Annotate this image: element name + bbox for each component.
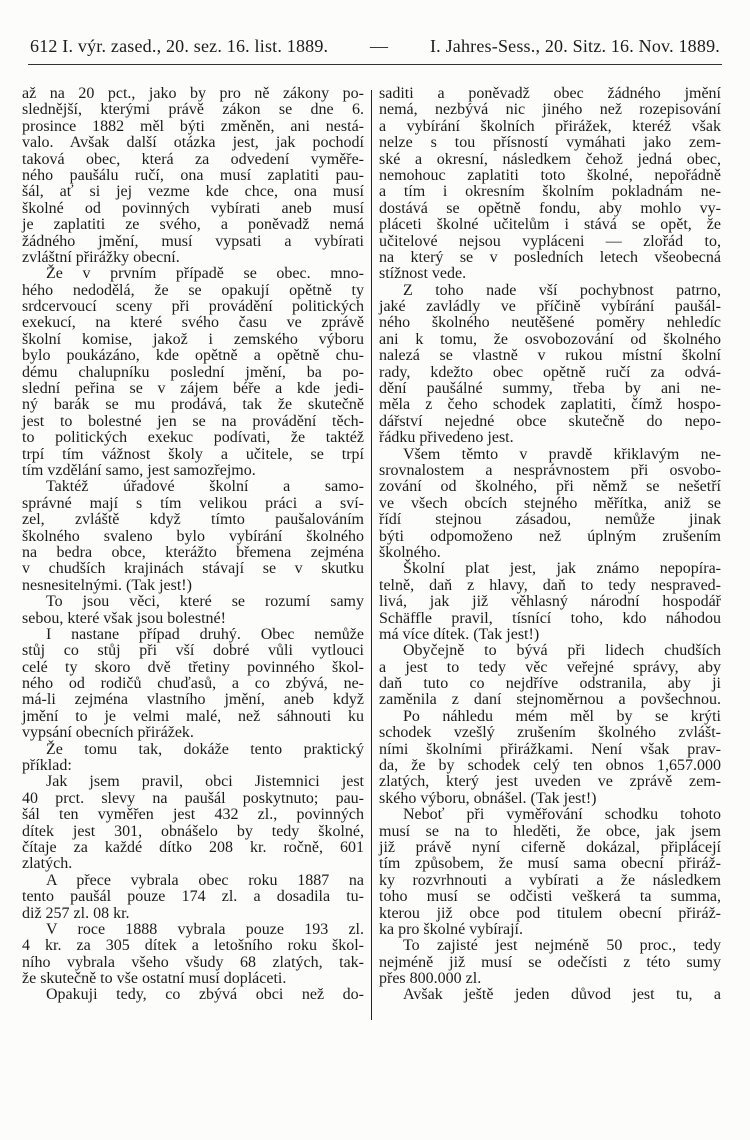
text-line: šál, ať si jej vezme kde chce, ona musí <box>22 183 364 201</box>
text-line: učitelové nejsou vypláceni — zlořád to, <box>379 232 721 250</box>
text-line: stůj co stůj při vší dobré vůli vytlouci <box>22 642 364 660</box>
text-line: jaké zavládly ve příčině vybírání paušál- <box>379 298 721 316</box>
text-line: dému chalupníku poslední jmění, ba po- <box>22 363 364 381</box>
text-line: A přece vybrala obec roku 1887 na <box>46 871 364 889</box>
text-line: jest to bolestné jen se na provádění těch- <box>22 412 364 430</box>
header-czech: 612 I. výr. zased., 20. sez. 16. list. 1889. <box>30 36 329 56</box>
text-line: má více dítek. (Tak jest!) <box>379 625 540 643</box>
text-line: na který se v posledních letech všeobecná <box>379 248 721 266</box>
text-line: a tím i okresním školním pokladnám ne- <box>379 183 721 201</box>
text-line: da, že by schodek celý ten obnos 1,657.000 <box>379 757 721 775</box>
text-line: vypsání obecních přirážek. <box>22 724 194 742</box>
text-line: tím vzdělání samo, jest samozřejmo. <box>22 461 256 479</box>
text-line: slednější, kterými právě zákon se dne 6. <box>22 101 364 119</box>
text-line: dářství nejedné obce skutečně do nepo- <box>379 412 721 430</box>
text-line: valo. Avšak další otázka jest, jak pochodí <box>22 134 364 152</box>
text-line: kterou již obce pod titulem obecní přiráž- <box>379 904 721 922</box>
text-line: exekucí, na které svého času ve zprávě <box>22 314 364 332</box>
text-line: 4 kr. za 305 dítek a letošního roku škol- <box>22 937 364 955</box>
text-line: Taktéž úřadové školní a samo- <box>46 478 364 496</box>
text-line: Školní plat jest, jak známo nepopíra- <box>403 560 721 578</box>
text-line: školného svaleno bylo vybírání školného <box>22 527 364 545</box>
text-line: zlatých. <box>22 855 73 873</box>
text-line: livá, jak již věhlasný národní hospodář <box>379 593 721 611</box>
text-line: srdcervoucí sceny při provádění politických <box>22 298 364 316</box>
text-line: zování od školného, při němž se nešetří <box>379 478 721 496</box>
text-line: školné od povinných vybírati aneb musí <box>22 199 364 217</box>
text-line: ani k tomu, že osvobozování od školného <box>379 330 721 348</box>
header-german: I. Jahres-Sess., 20. Sitz. 16. Nov. 1889. <box>429 36 720 56</box>
text-line: ního vybrala všeho všudy 68 zlatých, tak- <box>22 953 364 971</box>
text-line: až na 20 pct., jako by pro ně zákony po- <box>22 85 364 102</box>
text-line: zel, zvláště když tímto paušalováním <box>22 511 364 529</box>
text-line: sebou, které však jsou bolestné! <box>22 609 226 627</box>
text-line: čítaje za každé dítko 208 kr. ročně, 601 <box>22 838 364 856</box>
text-line: zaměnila z daní stejnoměrnou a povšechnou. <box>379 691 721 709</box>
text-line: bylo poukázáno, kde opětně a opětně chu- <box>22 347 364 365</box>
header-rule <box>28 64 722 65</box>
text-line: řádku přivedeno jest. <box>379 429 514 447</box>
text-line: pláceti školné učitelům i stává se opět, že <box>379 216 721 234</box>
text-line: tento paušál pouze 174 zl. a dosadila tu- <box>22 888 364 906</box>
right-column <box>379 86 721 1004</box>
text-line: taková obec, která za odvedení vyměře- <box>22 150 364 168</box>
text-line: ské a okresní, následkem čehož jedná obec, <box>379 150 721 168</box>
text-line: přes 800.000 zl. <box>379 970 482 988</box>
text-line: řídí stejnou zásadou, nemůže jinak <box>379 511 721 529</box>
running-header <box>30 36 720 57</box>
text-line: dění paušálné summy, třeba by ani ne- <box>379 380 721 398</box>
text-line: školného. <box>379 543 441 561</box>
text-line: daň tuto co nejdříve odstranila, aby ji <box>379 675 721 693</box>
text-line: I nastane případ druhý. Obec nemůže <box>46 625 364 643</box>
text-line: diž 257 zl. 08 kr. <box>22 904 130 922</box>
text-line: měla z čeho schodek zaplatiti, čímž hospo- <box>379 396 721 414</box>
text-line: To jsou věci, které se rozumí samy <box>46 593 364 611</box>
text-line: školní komise, jakož i zemského výboru <box>22 330 364 348</box>
text-line: šál ten vyměřen jest 432 zl., povinných <box>22 806 364 824</box>
text-line: To zajisté jest nejméně 50 proc., tedy <box>403 937 721 955</box>
text-line: tím způsobem, že musí sama obecní přiráž- <box>379 855 721 873</box>
text-line: že skutečně to vše ostatní musí dopláceti. <box>22 970 287 988</box>
text-line: Opakuji tedy, co zbývá obci než do- <box>46 986 364 1004</box>
text-line: nalezá se vlastně v rukou místní školní <box>379 347 721 365</box>
text-line: stížnost vede. <box>379 265 467 283</box>
text-line: žádného jmění, musí vypsati a vybírati <box>22 232 364 250</box>
text-line: slední peřina se v zájem béře a kde jedi- <box>22 380 364 398</box>
text-line: 40 prct. slevy na paušál poskytnuto; pau- <box>22 789 364 807</box>
text-line: Že v prvním případě se obec. mno- <box>46 265 364 283</box>
text-line: Neboť při vyměřování schodku tohoto <box>403 806 721 824</box>
text-line: ný barák se mu prodává, tak že skutečně <box>22 396 364 414</box>
text-line: Avšak ještě jeden důvod jest tu, a <box>403 986 721 1004</box>
text-line: dítek jest 301, obnášelo by tedy školné, <box>22 822 364 840</box>
text-line: ného od rodičů chuďasů, a co zbývá, ne- <box>22 675 364 693</box>
text-line: ními školními přirážkami. Není však prav- <box>379 740 721 758</box>
text-line: je zaplatiti ze svého, a poněvadž nemá <box>22 216 364 234</box>
text-line: rady, kdežto obec opětně ručí za odvá- <box>379 363 721 381</box>
text-line: musí se na to hleděti, že obce, jak jsem <box>379 822 721 840</box>
text-line: ve všech obcích stejného měřítka, aniž se <box>379 494 721 512</box>
text-line: a vybírání školních přirážek, kteréž však <box>379 117 721 135</box>
text-line: na bedra obce, kterážto břemena zejména <box>22 543 364 561</box>
text-line: Z toho nade vší pochybnost patrno, <box>403 281 721 299</box>
text-line: správné mají s tím velikou práci a sví- <box>22 494 364 512</box>
text-line: ského výboru, obnášel. (Tak jest!) <box>379 789 597 807</box>
text-line: příklad: <box>22 757 72 775</box>
text-line: schodek vzešlý zrušením školného zvlášt- <box>379 724 721 742</box>
text-line: Jak jsem pravil, obci Jistemnici jest <box>46 773 364 791</box>
text-line: nelze s tou přísností vymáhati jako zem- <box>379 134 721 152</box>
text-line: dostává se opětně fondu, aby mohlo vy- <box>379 199 721 217</box>
left-column <box>22 86 364 1004</box>
text-line: srovnalostem a nesprávnostem při osvobo- <box>379 461 721 479</box>
text-line: Všem těmto v pravdě křiklavým ne- <box>403 445 721 463</box>
text-line: celé ty skoro dvě třetiny povinného škol- <box>22 658 364 676</box>
text-line: má-li zejména vlastního jmění, aneb když <box>22 691 364 709</box>
text-line: jmění to je velmi malé, než sáhnouti ku <box>22 707 364 725</box>
text-line: prosince 1882 měl býti změněn, ani nestá- <box>22 117 364 135</box>
text-line: zvláštní přirážky obecní. <box>22 248 180 266</box>
header-dash: — <box>370 36 389 56</box>
text-line: již právě nyní ciferně dokázal, připlácejí <box>379 838 721 856</box>
text-line: Obyčejně to bývá při lidech chudších <box>403 642 721 660</box>
text-line: nesnesitelnými. (Tak jest!) <box>22 576 192 594</box>
text-line: V roce 1888 vybrala pouze 193 zl. <box>46 920 364 938</box>
text-line: ky rozvrhnouti a vybírati a že následkem <box>379 871 721 889</box>
text-line: nemohouc zaplatiti toto školné, nepořádně <box>379 166 721 184</box>
column-divider <box>371 90 372 1020</box>
text-line: ka pro školné vybírají. <box>379 920 523 938</box>
text-line: to politických exekuc podívati, že taktéž <box>22 429 364 447</box>
text-line: telně, daň z hlavy, daň to tedy nespraved- <box>379 576 721 594</box>
text-line: býti odpomoženo než úplným zrušením <box>379 527 721 545</box>
text-line: Schäffle pravil, tísnící toho, kdo náhodou <box>379 609 721 627</box>
text-line: nejméně již musí se odečísti z této sumy <box>379 953 721 971</box>
text-line: ného paušálu ručí, ona musí zaplatiti pau- <box>22 166 364 184</box>
text-line: hého nedodělá, že se opakují opětně ty <box>22 281 364 299</box>
text-line: saditi a poněvadž obec žádného jmění <box>379 85 721 102</box>
text-line: nemá, nezbývá nic jiného než rozepisování <box>379 101 721 119</box>
text-line: Že tomu tak, dokáže tento praktický <box>46 740 364 758</box>
text-line: a jest to tedy věc veřejné správy, aby <box>379 658 721 676</box>
text-line: trpí tím vážnost školy a učitele, se trpí <box>22 445 364 463</box>
text-line: toho musí se odčisti veškerá ta summa, <box>379 888 721 906</box>
text-line: Po náhledu mém měl by se krýti <box>403 707 721 725</box>
text-line: v chudších krajinách stávají se v skutku <box>22 560 364 578</box>
text-line: ného školného neutěšené poměry nehledíc <box>379 314 721 332</box>
text-line: zlatých, který jest uveden ve zprávě zem- <box>379 773 721 791</box>
